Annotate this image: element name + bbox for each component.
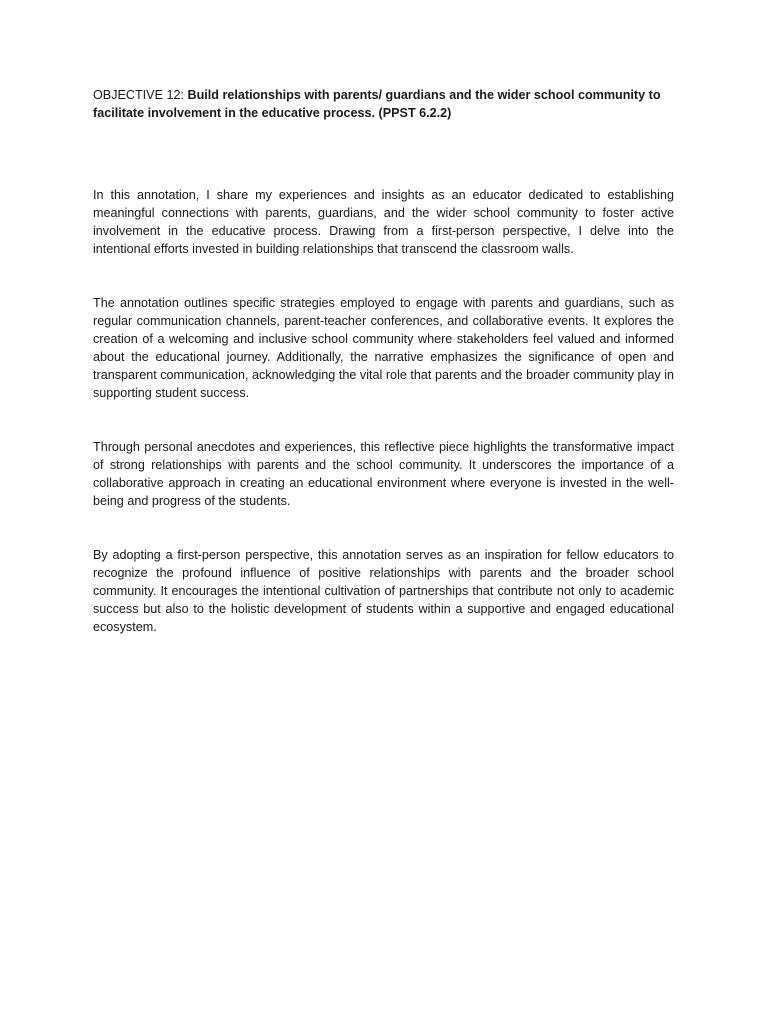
paragraph-strategies: The annotation outlines specific strategies employed to engage with parents and guardians, such as regular communication channels, parent-teacher conferences, and collaborative events. It explores the creation of a welcoming and inclusive school community where stakeholders feel valued and informed about the educational journey. Additionally, the narrative emphasizes the significance of open and transparent communication, acknowledging the vital role that parents and the broader community play in supporting student success.	[93, 296, 674, 400]
paragraph-conclusion: By adopting a first-person perspective, this annotation serves as an inspiration for fellow educators to recognize the profound influence of positive relationships with parents and the broader school community. It encourages the intentional cultivation of partnerships that contribute not only to academic success but also to the holistic development of students within a supportive and engaged educational ecosystem.	[93, 548, 674, 634]
objective-heading	[93, 86, 674, 122]
paragraph-anecdotes: Through personal anecdotes and experiences, this reflective piece highlights the transformative impact of strong relationships with parents and the school community. It underscores the importance of a collaborative approach in creating an educational environment where everyone is invested in the well-being and progress of the students.	[93, 440, 674, 508]
document-body	[93, 86, 674, 636]
objective-label: OBJECTIVE 12:	[93, 88, 188, 102]
paragraph-intro: In this annotation, I share my experiences and insights as an educator dedicated to establishing meaningful connections with parents, guardians, and the wider school community to foster active involvement in the educative process. Drawing from a first-person perspective, I delve into the intentional efforts invested in building relationships that transcend the classroom walls.	[93, 188, 674, 256]
objective-title: Build relationships with parents/ guardians and the wider school community to facilitate involvement in the educative process. (PPST 6.2.2)	[93, 88, 661, 120]
